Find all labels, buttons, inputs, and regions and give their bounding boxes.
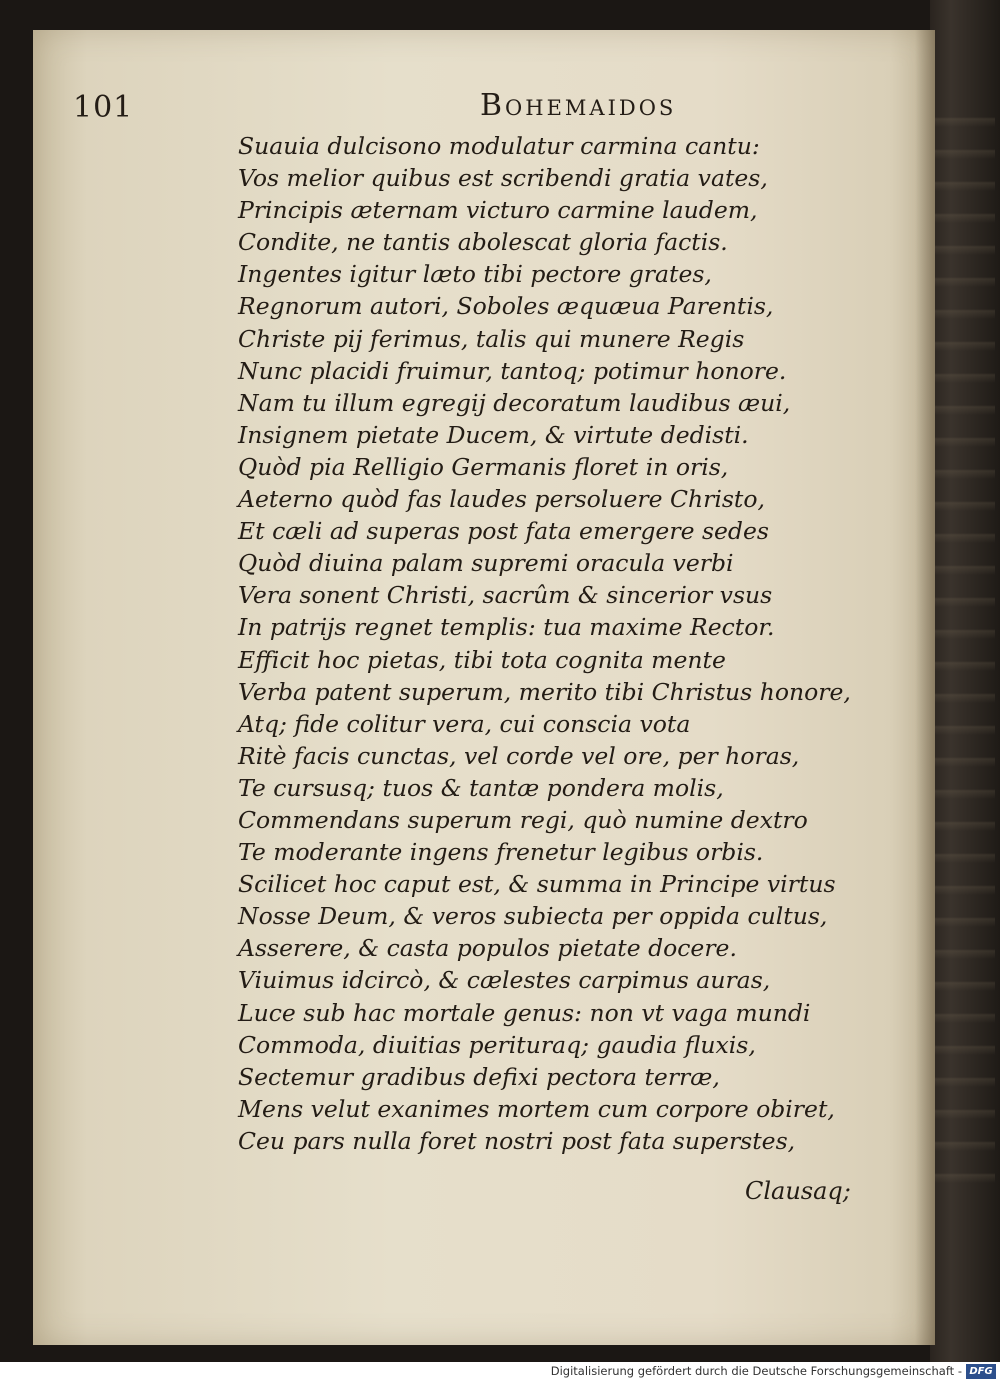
verse-line: Et cæli ad superas post fata emergere sedes	[238, 517, 769, 546]
verse-line: Ceu pars nulla foret nostri post fata superstes,	[238, 1126, 796, 1155]
digitization-footer	[0, 1362, 1000, 1382]
funding-credit: Digitalisierung gefördert durch die Deutsche Forschungsgemeinschaft -	[550, 1364, 962, 1378]
verse-line: Insignem pietate Ducem, & virtute dedisti.	[238, 420, 749, 449]
verse-line: Nosse Deum, & veros subiecta per oppida cultus,	[238, 902, 828, 931]
verse-line: Asserere, & casta populos pietate docere.	[238, 934, 737, 963]
running-head: Bohemaidos	[480, 88, 677, 123]
verse-line: Regnorum autori, Soboles æquæua Parentis,	[238, 292, 774, 321]
verse-line: Sectemur gradibus defixi pectora terræ,	[238, 1062, 720, 1091]
verse-line: Suauia dulcisono modulatur carmina cantu:	[238, 132, 760, 160]
verse-line: Efficit hoc pietas, tibi tota cognita mente	[238, 645, 726, 674]
facing-page-bleed	[935, 95, 995, 1185]
verse-line: Luce sub hac mortale genus: non vt vaga mundi	[238, 998, 811, 1027]
verse-line: Vos melior quibus est scribendi gratia vates,	[238, 164, 768, 193]
verse-line: Ritè facis cunctas, vel corde vel ore, per horas,	[238, 741, 800, 770]
verse-line: Atq; fide colitur vera, cui conscia vota	[238, 709, 691, 738]
verse-line: Commendans superum regi, quò numine dextro	[238, 805, 808, 834]
verse-line: Christe pij ferimus, talis qui munere Regis	[238, 324, 745, 353]
verse-line: Quòd diuina palam supremi oracula verbi	[238, 549, 734, 578]
verse-line: Te moderante ingens frenetur legibus orbis.	[238, 838, 764, 867]
verse-line: Mens velut exanimes mortem cum corpore obiret,	[238, 1094, 835, 1123]
dfg-logo-icon: DFG	[966, 1364, 996, 1379]
verse-line: Te cursusq; tuos & tantæ pondera molis,	[238, 773, 724, 802]
verse-line: Condite, ne tantis abolescat gloria factis.	[238, 228, 728, 257]
verse-line: Verba patent superum, merito tibi Christus honore,	[238, 677, 851, 706]
verse-line: In patrijs regnet templis: tua maxime Rector.	[238, 613, 775, 642]
verse-line: Principis æternam victuro carmine laudem,	[238, 196, 758, 225]
verse-line: Quòd pia Relligio Germanis floret in oris,	[238, 452, 729, 481]
page-number: 101	[73, 90, 134, 125]
page-gutter-shadow	[915, 30, 935, 1345]
verse-line: Nunc placidi fruimur, tantoq; potimur honore.	[238, 356, 787, 385]
verse-line: Nam tu illum egregij decoratum laudibus æui,	[238, 388, 791, 417]
verse-line: Aeterno quòd fas laudes persoluere Christo,	[238, 485, 765, 514]
verse-line: Commoda, diuitias perituraq; gaudia fluxis,	[238, 1030, 756, 1059]
verse-line: Scilicet hoc caput est, & summa in Principe virtus	[238, 870, 836, 899]
verse-line: Ingentes igitur læto tibi pectore grates,	[238, 260, 712, 289]
verse-line: Vera sonent Christi, sacrûm & sincerior vsus	[238, 581, 773, 610]
catchword: Clausaq;	[745, 1177, 851, 1205]
book-page	[33, 30, 935, 1345]
verse-list	[238, 130, 858, 1157]
verse-line: Viuimus idcircò, & cælestes carpimus auras,	[238, 966, 771, 995]
